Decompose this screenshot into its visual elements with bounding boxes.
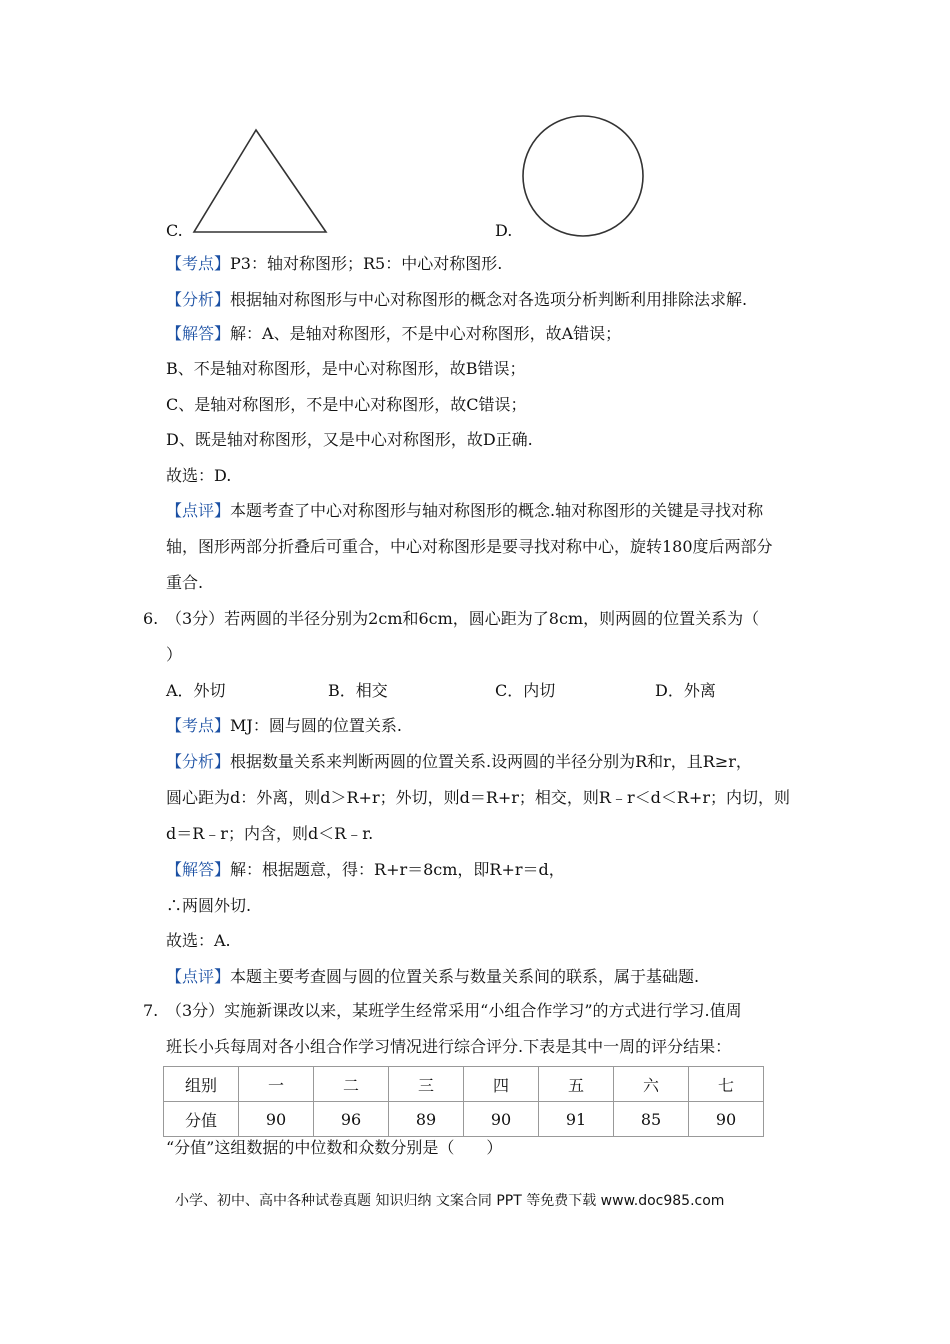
fenxi-text: 根据轴对称图形与中心对称图形的概念对各选项分析判断利用排除法求解. [230,290,748,309]
table-cell: 90 [464,1102,539,1137]
jieda-line: D、既是轴对称图形，又是中心对称图形，故D正确. [166,430,533,449]
question-number: 6. [143,609,159,628]
fenxi-text: 根据数量关系来判断两圆的位置关系.设两圆的半径分别为R和r，且R≥r， [230,752,752,771]
question-number: 7. [143,1001,159,1020]
kaodian-text: MJ：圆与圆的位置关系. [230,716,402,735]
circle-figure [520,113,646,239]
q5-fenxi [166,289,747,311]
q6-option-c: C．内切 [495,681,556,700]
q6-kaodian [166,715,402,737]
dianping-text: 本题主要考查圆与圆的位置关系与数量关系间的联系，属于基础题. [230,967,700,986]
fenxi-tag: 【分析】 [166,752,231,771]
option-c-label: C. [166,221,183,240]
q7-question: “分值”这组数据的中位数和众数分别是（ ） [166,1138,503,1157]
q6-option-b: B．相交 [328,681,388,700]
q6-option-d: D．外离 [655,681,716,700]
q5-kaodian [166,253,502,275]
table-row [164,1102,764,1137]
table-cell: 二 [314,1067,389,1102]
page-footer: 小学、初中、高中各种试卷真题 知识归纳 文案合同 PPT 等免费下载 www.doc985.com [175,1193,725,1209]
dianping-tag: 【点评】 [166,967,231,986]
jieda-tag: 【解答】 [166,324,231,343]
jieda-line: B、不是轴对称图形，是中心对称图形，故B错误； [166,359,526,378]
table-cell: 组别 [164,1067,239,1102]
dianping-line: 轴，图形两部分折叠后可重合，中心对称图形是要寻找对称中心，旋转180度后两部分 [166,537,773,556]
table-cell: 89 [389,1102,464,1137]
jieda-line: C、是轴对称图形，不是中心对称图形，故C错误； [166,395,527,414]
jieda-text: 解：根据题意，得：R+r＝8cm，即R+r＝d， [230,860,565,879]
fenxi-line: 圆心距为d：外离，则d＞R+r；外切，则d＝R+r；相交，则R﹣r＜d＜R+r；内切，则 [166,788,790,807]
q7-stem: （3分）实施新课改以来，某班学生经常采用“小组合作学习”的方式进行学习.值周 [166,1001,742,1020]
table-header-row [164,1067,764,1102]
triangle-figure [190,126,330,236]
q7-stem-line2: 班长小兵每周对各小组合作学习情况进行综合评分.下表是其中一周的评分结果： [166,1037,732,1056]
table-cell: 六 [614,1067,689,1102]
fenxi-tag: 【分析】 [166,290,231,309]
kaodian-tag: 【考点】 [166,254,231,273]
table-cell: 五 [539,1067,614,1102]
kaodian-text: P3：轴对称图形；R5：中心对称图形. [230,254,503,273]
fenxi-line: d＝R﹣r；内含，则d＜R﹣r. [166,824,374,843]
answer-line: 故选：A. [166,931,231,950]
q5-jieda [166,323,621,345]
option-d-label: D. [495,221,513,240]
kaodian-tag: 【考点】 [166,716,231,735]
q6-option-a: A．外切 [166,681,226,700]
answer-line: 故选：D. [166,466,232,485]
q5-dianping [166,500,763,522]
score-table [163,1066,764,1137]
table-cell: 分值 [164,1102,239,1137]
dianping-line: 重合. [166,573,204,592]
q6-dianping [166,966,699,988]
table-cell: 91 [539,1102,614,1137]
jieda-line: ∴两圆外切. [166,896,252,915]
table-cell: 一 [239,1067,314,1102]
dianping-text: 本题考查了中心对称图形与轴对称图形的概念.轴对称图形的关键是寻找对称 [230,501,764,520]
jieda-line: 解：A、是轴对称图形，不是中心对称图形，故A错误； [230,324,622,343]
q6-stem-end: ） [166,645,183,664]
table-cell: 96 [314,1102,389,1137]
table-cell: 90 [239,1102,314,1137]
table-cell: 90 [689,1102,764,1137]
table-cell: 七 [689,1067,764,1102]
table-cell: 三 [389,1067,464,1102]
dianping-tag: 【点评】 [166,501,231,520]
q6-stem: （3分）若两圆的半径分别为2cm和6cm，圆心距为了8cm，则两圆的位置关系为（ [166,609,760,628]
q6-fenxi [166,751,752,773]
q6-jieda [166,859,565,881]
jieda-tag: 【解答】 [166,860,231,879]
table-cell: 四 [464,1067,539,1102]
table-cell: 85 [614,1102,689,1137]
